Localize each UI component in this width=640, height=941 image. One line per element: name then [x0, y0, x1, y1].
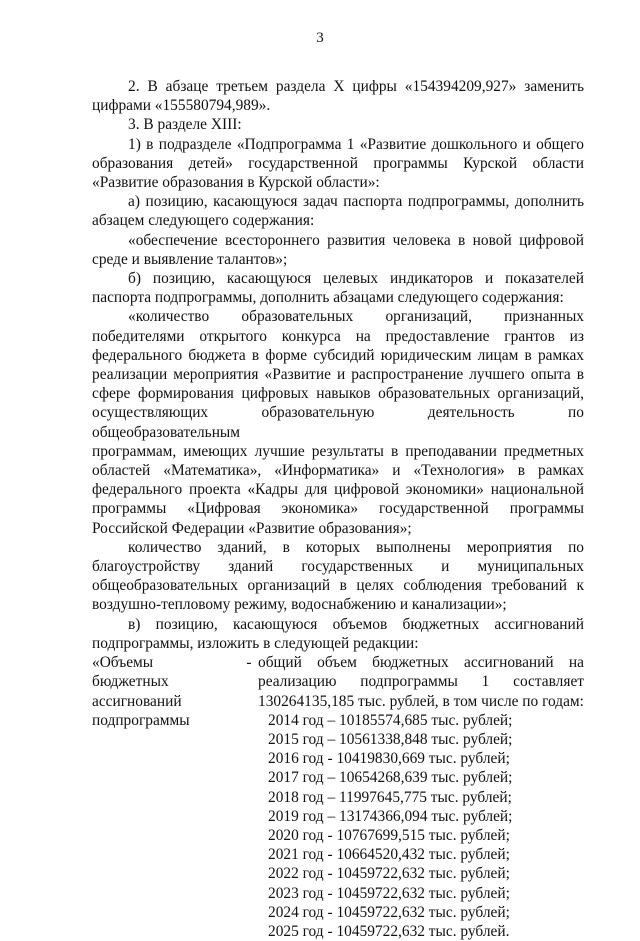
paragraph: образования детей» государственной программы Курской области — [92, 154, 584, 172]
paragraph: среде и выявление талантов»; — [92, 250, 288, 268]
year-row: 2020 год - 10767699,515 тыс. рублей; — [268, 826, 510, 844]
paragraph: «Развитие образования в Курской области»: — [92, 174, 380, 192]
budget-label-line: «Объемы — [92, 654, 154, 672]
page-number: 3 — [316, 30, 324, 46]
year-row: 2023 год - 10459722,632 тыс. рублей; — [268, 884, 510, 902]
budget-label-line: ассигнований — [92, 692, 182, 710]
year-row: 2022 год - 10459722,632 тыс. рублей; — [268, 865, 510, 883]
budget-label-line: подпрограммы — [92, 711, 190, 729]
dash-cell: - — [246, 654, 252, 672]
paragraph: 3. В разделе XIII: — [128, 116, 242, 134]
paragraph: федерального бюджета в форме субсидий юридическим лицам в рамках — [92, 346, 584, 364]
paragraph: Российской Федерации «Развитие образования»; — [92, 519, 412, 537]
paragraph: б) позицию, касающуюся целевых индикаторов и показателей — [128, 270, 584, 288]
budget-value-line: общий объем бюджетных ассигнований на — [258, 654, 584, 672]
paragraph: 2. В абзаце третьем раздела X цифры «154394209,927» заменить — [128, 78, 584, 95]
paragraph: «количество образовательных организаций, признанных — [128, 308, 584, 326]
year-row: 2018 год – 11997645,775 тыс. рублей; — [268, 788, 512, 806]
paragraph: паспорта подпрограммы, дополнить абзацами следующего содержания: — [92, 289, 564, 307]
paragraph: благоустройству зданий государственных и муниципальных — [92, 558, 584, 576]
paragraph: 1) в подразделе «Подпрограмма 1 «Развитие дошкольного и общего — [128, 135, 584, 153]
paragraph: федерального проекта «Кадры для цифровой экономики» национальной — [92, 481, 584, 499]
paragraph: победителями открытого конкурса на предоставление грантов из — [92, 327, 584, 345]
paragraph: количество зданий, в которых выполнены мероприятия по — [128, 538, 584, 556]
budget-value-cell — [258, 653, 584, 941]
paragraph: «обеспечение всестороннего развития человека в новой цифровой — [128, 231, 584, 249]
paragraph: реализации мероприятия «Развитие и распространение лучшего опыта в — [92, 366, 584, 384]
paragraph: общеобразовательных организаций в целях соблюдения требований к — [92, 577, 584, 595]
year-row: 2016 год - 10419830,669 тыс. рублей; — [268, 750, 510, 768]
budget-label-cell — [92, 653, 240, 941]
year-row: 2021 год - 10664520,432 тыс. рублей; — [268, 846, 510, 864]
paragraph: сфере формирования цифровых навыков образовательных организаций, — [92, 385, 584, 403]
year-row: 2025 год - 10459722,632 тыс. рублей. — [268, 922, 510, 940]
year-row: 2019 год – 13174366,094 тыс. рублей; — [268, 807, 513, 825]
year-list — [258, 711, 584, 941]
year-row: 2017 год – 10654268,639 тыс. рублей; — [268, 769, 513, 787]
paragraph: а) позицию, касающуюся задач паспорта подпрограммы, дополнить — [128, 193, 584, 211]
paragraph: осуществляющих образовательную деятельность по общеобразовательным — [92, 404, 584, 441]
year-row: 2015 год – 10561338,848 тыс. рублей; — [268, 730, 513, 748]
document-body — [92, 77, 584, 941]
paragraph: программы «Цифровая экономика» государственной программы — [92, 500, 584, 518]
paragraph: цифрами «155580794,989». — [92, 97, 271, 115]
paragraph: абзацем следующего содержания: — [92, 212, 315, 230]
year-row: 2014 год – 10185574,685 тыс. рублей; — [268, 711, 513, 729]
paragraph: воздушно-тепловому режиму, водоснабжению и канализации»; — [92, 596, 507, 614]
budget-table — [92, 653, 584, 941]
paragraph: подпрограммы, изложить в следующей редакции: — [92, 634, 419, 652]
paragraph: в) позицию, касающуюся объемов бюджетных ассигнований — [128, 615, 584, 633]
paragraph: программам, имеющих лучшие результаты в преподавании предметных — [92, 442, 584, 460]
paragraph: областей «Математика», «Информатика» и «Технология» в рамках — [92, 462, 584, 480]
budget-label-line: бюджетных — [92, 673, 169, 691]
budget-value-line: 130264135,185 тыс. рублей, в том числе по годам: — [258, 692, 584, 710]
budget-value-line: реализацию подпрограммы 1 составляет — [258, 673, 584, 691]
year-row: 2024 год - 10459722,632 тыс. рублей; — [268, 903, 510, 921]
